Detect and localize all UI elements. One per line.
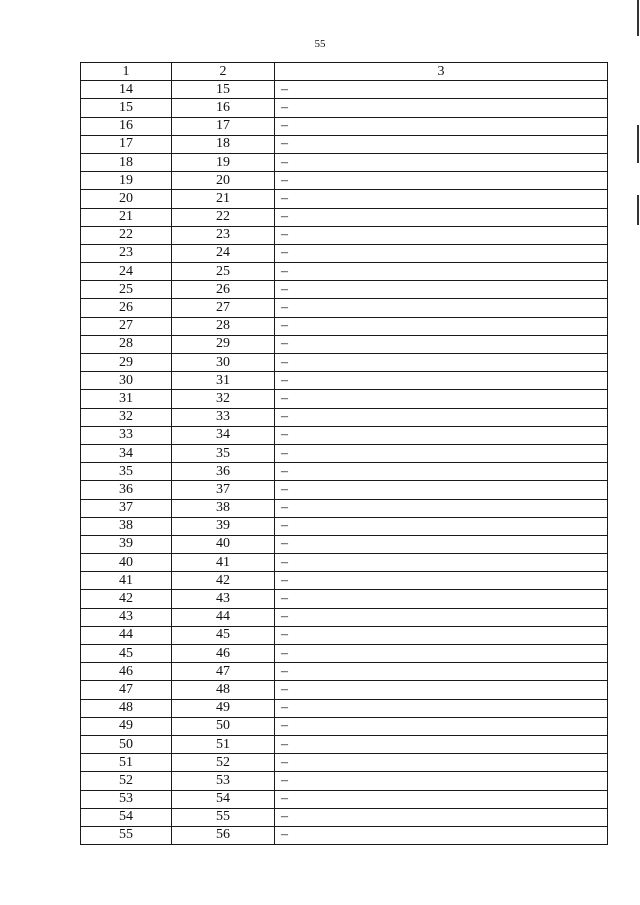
- scan-edge-mark: [637, 0, 639, 36]
- table-cell-col-1: 24: [81, 263, 172, 281]
- table-cell-col-1: 52: [81, 772, 172, 790]
- table-cell-col-3: –: [275, 608, 608, 626]
- table-cell-col-2: 46: [172, 645, 275, 663]
- table-row: [81, 517, 608, 535]
- table-header-row: [81, 63, 608, 81]
- table-cell-col-2: 35: [172, 444, 275, 462]
- table-row: [81, 699, 608, 717]
- table-cell-col-2: 22: [172, 208, 275, 226]
- scan-edge-mark: [637, 125, 639, 163]
- table-cell-col-1: 37: [81, 499, 172, 517]
- table-row: [81, 499, 608, 517]
- table-cell-col-1: 42: [81, 590, 172, 608]
- table-cell-col-2: 17: [172, 117, 275, 135]
- table-row: [81, 244, 608, 262]
- table-cell-col-2: 47: [172, 663, 275, 681]
- table-cell-col-3: –: [275, 244, 608, 262]
- table-cell-col-1: 51: [81, 754, 172, 772]
- table-cell-col-1: 43: [81, 608, 172, 626]
- table-cell-col-1: 25: [81, 281, 172, 299]
- table-row: [81, 426, 608, 444]
- table-row: [81, 190, 608, 208]
- table-row: [81, 608, 608, 626]
- table-cell-col-3: –: [275, 590, 608, 608]
- table-cell-col-2: 41: [172, 554, 275, 572]
- table-cell-col-2: 24: [172, 244, 275, 262]
- table-cell-col-3: –: [275, 281, 608, 299]
- table-cell-col-1: 40: [81, 554, 172, 572]
- table-cell-col-1: 14: [81, 81, 172, 99]
- table-row: [81, 208, 608, 226]
- table-row: [81, 535, 608, 553]
- table-cell-col-3: –: [275, 772, 608, 790]
- table-cell-col-1: 21: [81, 208, 172, 226]
- table-cell-col-3: –: [275, 826, 608, 844]
- table-cell-col-2: 28: [172, 317, 275, 335]
- table-row: [81, 335, 608, 353]
- table-row: [81, 172, 608, 190]
- table-cell-col-3: –: [275, 153, 608, 171]
- table-cell-col-3: –: [275, 626, 608, 644]
- table-cell-col-1: 19: [81, 172, 172, 190]
- table-cell-col-3: –: [275, 226, 608, 244]
- table-row: [81, 663, 608, 681]
- table-cell-col-2: 21: [172, 190, 275, 208]
- data-table: [80, 62, 608, 845]
- table-cell-col-3: –: [275, 481, 608, 499]
- table-cell-col-2: 26: [172, 281, 275, 299]
- table-cell-col-2: 56: [172, 826, 275, 844]
- table-row: [81, 826, 608, 844]
- table-body: [81, 81, 608, 845]
- table-cell-col-1: 50: [81, 735, 172, 753]
- table-row: [81, 354, 608, 372]
- table-row: [81, 626, 608, 644]
- table-cell-col-3: –: [275, 190, 608, 208]
- table-cell-col-3: –: [275, 444, 608, 462]
- column-header-2: 2: [172, 63, 275, 81]
- table-cell-col-1: 55: [81, 826, 172, 844]
- table-row: [81, 463, 608, 481]
- table-cell-col-2: 25: [172, 263, 275, 281]
- table-row: [81, 81, 608, 99]
- table-cell-col-2: 42: [172, 572, 275, 590]
- table-cell-col-1: 46: [81, 663, 172, 681]
- table-cell-col-3: –: [275, 135, 608, 153]
- table-cell-col-1: 20: [81, 190, 172, 208]
- table-row: [81, 153, 608, 171]
- table-row: [81, 717, 608, 735]
- table-row: [81, 590, 608, 608]
- table-cell-col-1: 33: [81, 426, 172, 444]
- table-cell-col-2: 16: [172, 99, 275, 117]
- table-row: [81, 299, 608, 317]
- table-cell-col-1: 27: [81, 317, 172, 335]
- table-cell-col-3: –: [275, 572, 608, 590]
- table-cell-col-2: 32: [172, 390, 275, 408]
- table-cell-col-1: 38: [81, 517, 172, 535]
- table-cell-col-1: 36: [81, 481, 172, 499]
- table-row: [81, 481, 608, 499]
- table-cell-col-2: 34: [172, 426, 275, 444]
- table-cell-col-2: 15: [172, 81, 275, 99]
- table-cell-col-2: 52: [172, 754, 275, 772]
- table-cell-col-3: –: [275, 517, 608, 535]
- table-cell-col-1: 23: [81, 244, 172, 262]
- table-row: [81, 372, 608, 390]
- table-cell-col-1: 17: [81, 135, 172, 153]
- table-cell-col-3: –: [275, 335, 608, 353]
- table-cell-col-1: 47: [81, 681, 172, 699]
- table-row: [81, 408, 608, 426]
- table-cell-col-1: 22: [81, 226, 172, 244]
- table-cell-col-2: 31: [172, 372, 275, 390]
- table-cell-col-3: –: [275, 99, 608, 117]
- table-cell-col-1: 44: [81, 626, 172, 644]
- table-cell-col-2: 44: [172, 608, 275, 626]
- table-cell-col-2: 36: [172, 463, 275, 481]
- table-cell-col-2: 45: [172, 626, 275, 644]
- table-cell-col-1: 53: [81, 790, 172, 808]
- table-cell-col-2: 49: [172, 699, 275, 717]
- table-cell-col-1: 30: [81, 372, 172, 390]
- table-cell-col-3: –: [275, 808, 608, 826]
- table-cell-col-1: 48: [81, 699, 172, 717]
- table-row: [81, 554, 608, 572]
- table-cell-col-2: 19: [172, 153, 275, 171]
- table-cell-col-3: –: [275, 699, 608, 717]
- scan-edge-mark: [637, 195, 639, 225]
- table-cell-col-1: 34: [81, 444, 172, 462]
- table-cell-col-1: 45: [81, 645, 172, 663]
- table-row: [81, 735, 608, 753]
- table-cell-col-3: –: [275, 717, 608, 735]
- table-cell-col-3: –: [275, 663, 608, 681]
- table-cell-col-3: –: [275, 790, 608, 808]
- table-row: [81, 317, 608, 335]
- table-cell-col-1: 54: [81, 808, 172, 826]
- column-header-3: 3: [275, 63, 608, 81]
- table-cell-col-3: –: [275, 208, 608, 226]
- table-cell-col-2: 53: [172, 772, 275, 790]
- table-cell-col-2: 30: [172, 354, 275, 372]
- table-cell-col-3: –: [275, 535, 608, 553]
- table-row: [81, 772, 608, 790]
- table-cell-col-3: –: [275, 426, 608, 444]
- table-cell-col-1: 15: [81, 99, 172, 117]
- page-number: 55: [314, 38, 326, 50]
- table-cell-col-2: 33: [172, 408, 275, 426]
- table-row: [81, 117, 608, 135]
- table-cell-col-3: –: [275, 554, 608, 572]
- table-cell-col-3: –: [275, 408, 608, 426]
- table-cell-col-3: –: [275, 299, 608, 317]
- table-cell-col-1: 49: [81, 717, 172, 735]
- table-cell-col-2: 37: [172, 481, 275, 499]
- table-cell-col-2: 27: [172, 299, 275, 317]
- table-cell-col-3: –: [275, 117, 608, 135]
- table-cell-col-2: 38: [172, 499, 275, 517]
- table-row: [81, 681, 608, 699]
- table-row: [81, 135, 608, 153]
- table-row: [81, 754, 608, 772]
- table-row: [81, 390, 608, 408]
- table-cell-col-2: 51: [172, 735, 275, 753]
- table-row: [81, 444, 608, 462]
- table-row: [81, 790, 608, 808]
- table-cell-col-2: 54: [172, 790, 275, 808]
- table-cell-col-3: –: [275, 354, 608, 372]
- table-cell-col-3: –: [275, 263, 608, 281]
- table-cell-col-2: 48: [172, 681, 275, 699]
- table-row: [81, 281, 608, 299]
- table-cell-col-1: 31: [81, 390, 172, 408]
- table-cell-col-3: –: [275, 372, 608, 390]
- table-cell-col-3: –: [275, 499, 608, 517]
- table-cell-col-2: 29: [172, 335, 275, 353]
- column-header-1: 1: [81, 63, 172, 81]
- table-cell-col-2: 18: [172, 135, 275, 153]
- table-cell-col-3: –: [275, 681, 608, 699]
- table-cell-col-3: –: [275, 754, 608, 772]
- table-cell-col-1: 32: [81, 408, 172, 426]
- table-cell-col-1: 16: [81, 117, 172, 135]
- table-row: [81, 572, 608, 590]
- table-cell-col-2: 43: [172, 590, 275, 608]
- table-cell-col-2: 39: [172, 517, 275, 535]
- table-cell-col-1: 41: [81, 572, 172, 590]
- table-row: [81, 99, 608, 117]
- table-cell-col-3: –: [275, 390, 608, 408]
- table-row: [81, 645, 608, 663]
- table-cell-col-3: –: [275, 735, 608, 753]
- table-cell-col-3: –: [275, 81, 608, 99]
- table-cell-col-3: –: [275, 317, 608, 335]
- table-cell-col-1: 29: [81, 354, 172, 372]
- table-cell-col-2: 40: [172, 535, 275, 553]
- table-cell-col-3: –: [275, 463, 608, 481]
- table-cell-col-2: 20: [172, 172, 275, 190]
- table-cell-col-2: 55: [172, 808, 275, 826]
- table-cell-col-1: 28: [81, 335, 172, 353]
- table-cell-col-1: 18: [81, 153, 172, 171]
- table-row: [81, 808, 608, 826]
- table-cell-col-1: 39: [81, 535, 172, 553]
- table-cell-col-2: 23: [172, 226, 275, 244]
- table-cell-col-1: 35: [81, 463, 172, 481]
- table-cell-col-3: –: [275, 172, 608, 190]
- table-cell-col-2: 50: [172, 717, 275, 735]
- table-cell-col-1: 26: [81, 299, 172, 317]
- table-cell-col-3: –: [275, 645, 608, 663]
- table-row: [81, 226, 608, 244]
- table-row: [81, 263, 608, 281]
